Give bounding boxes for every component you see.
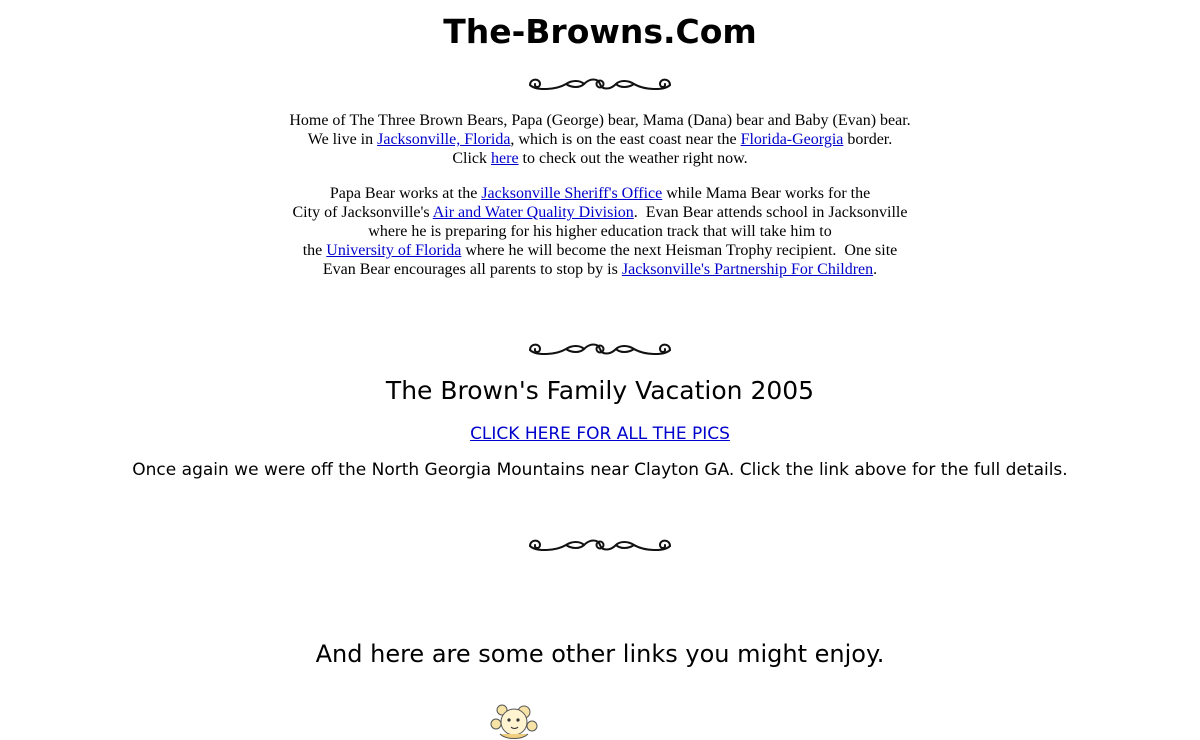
family-text: the <box>302 242 327 259</box>
intro-line-2 <box>0 130 1200 149</box>
weather-here-link[interactable]: here <box>491 150 519 167</box>
family-text: while Mama Bear works for the <box>662 185 871 202</box>
family-line-1 <box>0 184 1200 203</box>
family-paragraph <box>0 184 1200 279</box>
pics-link-container <box>0 423 1200 445</box>
intro-text: , which is on the east coast near the <box>510 131 741 148</box>
family-line-4 <box>0 241 1200 260</box>
site-title: The-Browns.Com <box>443 12 757 51</box>
family-text: Papa Bear works at the <box>329 185 482 202</box>
intro-text: to check out the weather right now. <box>518 150 748 167</box>
intro-text: border. <box>843 131 893 148</box>
vacation-heading: The Brown's Family Vacation 2005 <box>385 376 815 405</box>
partnership-for-children-link[interactable]: Jacksonville's Partnership For Children <box>621 261 874 278</box>
florida-georgia-link[interactable]: Florida-Georgia <box>740 131 844 148</box>
other-links-heading: And here are some other links you might enjoy. <box>315 640 885 668</box>
all-pics-link[interactable]: CLICK HERE FOR ALL THE PICS <box>470 424 730 444</box>
intro-text: Click <box>452 150 492 167</box>
family-text: . <box>873 261 878 278</box>
family-line-2 <box>0 203 1200 222</box>
intro-line-1: Home of The Three Brown Bears, Papa (George) bear, Mama (Dana) bear and Baby (Evan) bear. <box>289 112 911 129</box>
ornament-divider-icon <box>526 339 674 359</box>
family-text: where he will become the next Heisman Trophy recipient. One site <box>461 242 898 259</box>
ornament-divider-icon <box>526 535 674 555</box>
family-text: City of Jacksonville's <box>292 204 433 221</box>
family-text: Evan Bear encourages all parents to stop by is <box>322 261 622 278</box>
intro-paragraph <box>0 111 1200 168</box>
ornament-divider-icon <box>526 74 674 94</box>
family-line-3: where he is preparing for his higher education track that will take him to <box>368 223 832 240</box>
jacksonville-florida-link[interactable]: Jacksonville, Florida <box>377 131 511 148</box>
air-water-quality-link[interactable]: Air and Water Quality Division <box>432 204 634 221</box>
bear-mascot-icon <box>488 700 540 740</box>
family-line-5 <box>0 260 1200 279</box>
intro-line-3 <box>0 149 1200 168</box>
family-text: . Evan Bear attends school in Jacksonville <box>633 204 908 221</box>
sheriff-office-link[interactable]: Jacksonville Sheriff's Office <box>481 185 663 202</box>
intro-text: We live in <box>307 131 378 148</box>
university-of-florida-link[interactable]: University of Florida <box>326 242 462 259</box>
vacation-description: Once again we were off the North Georgia Mountains near Clayton GA. Click the link above for the full details. <box>132 460 1068 480</box>
